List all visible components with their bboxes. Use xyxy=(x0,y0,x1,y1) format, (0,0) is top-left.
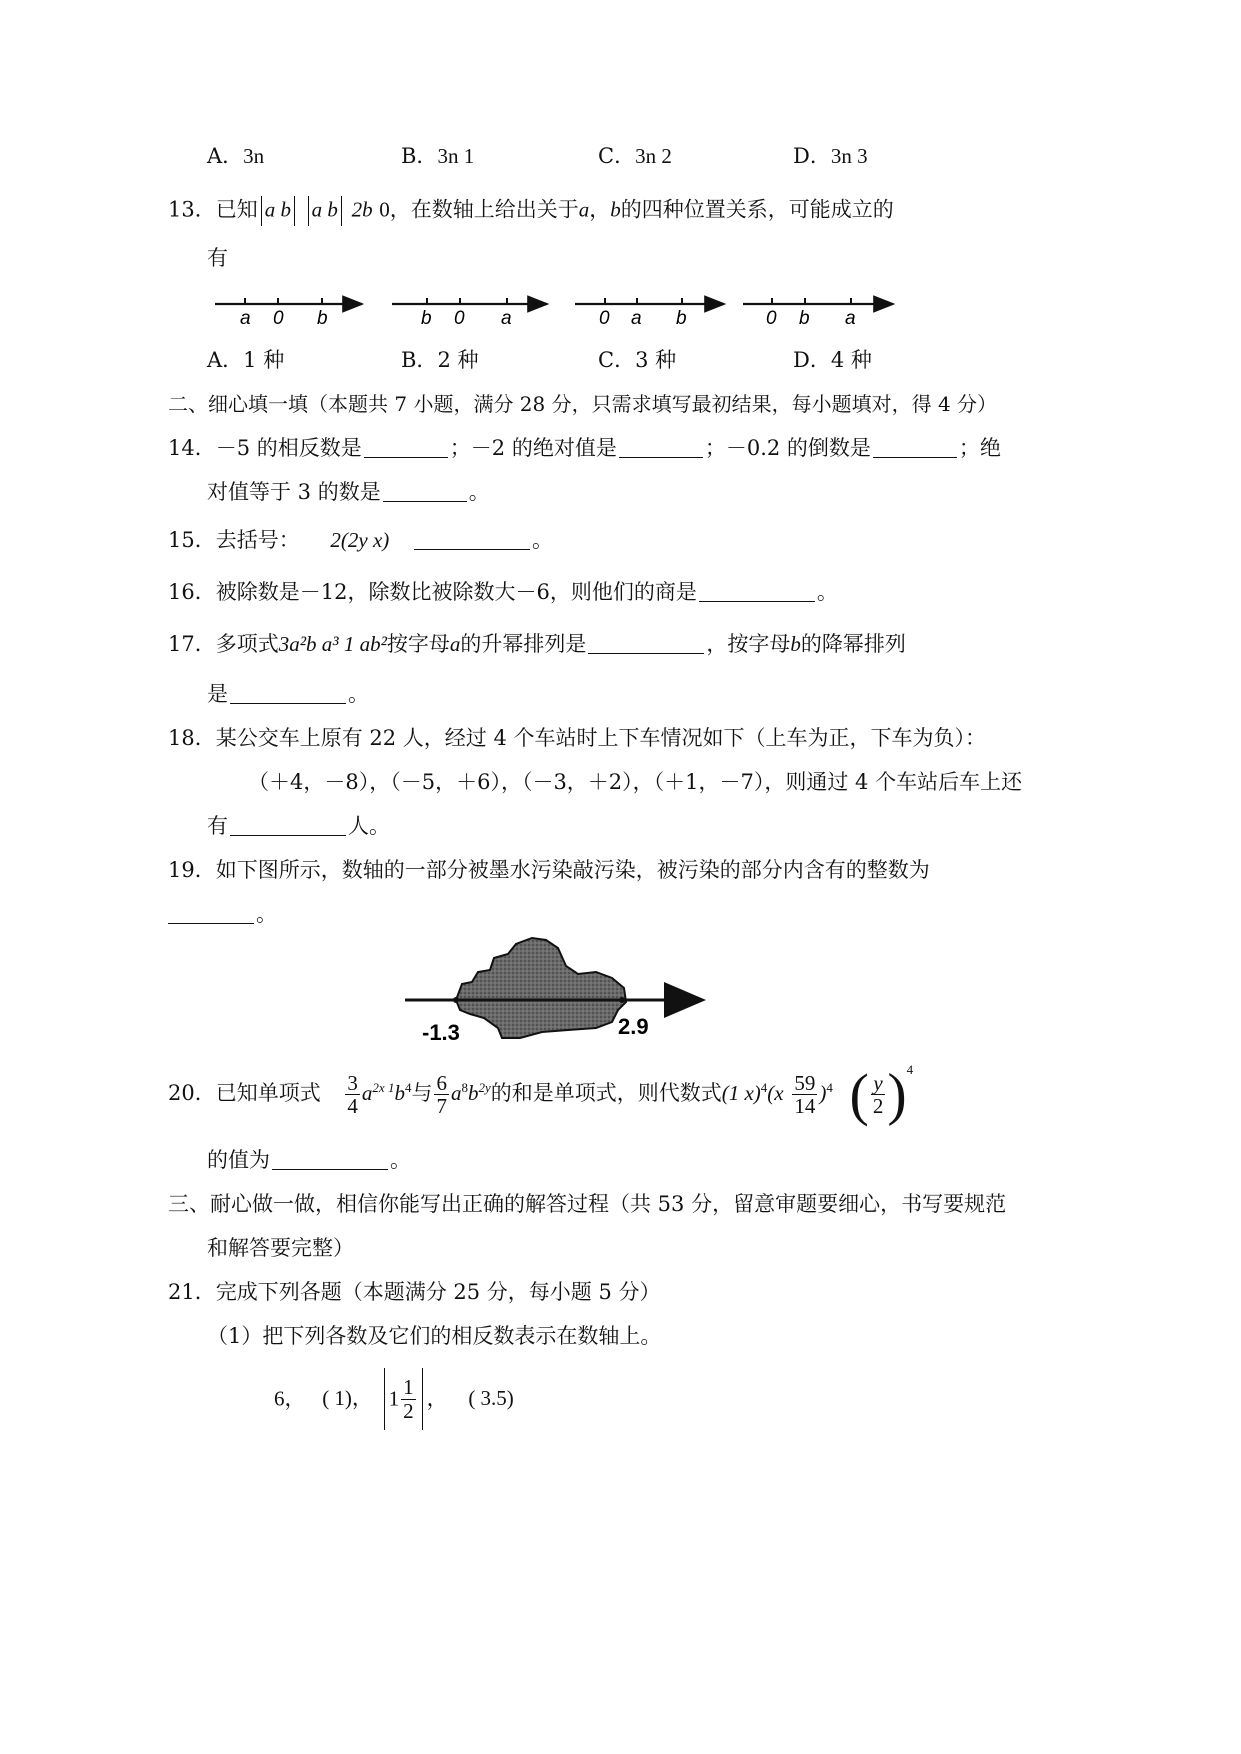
q12-option-d: D．3n 3 xyxy=(793,144,868,168)
section3-heading: 三、耐心做一做，相信你能写出正确的解答过程（共 53 分，留意审题要细心，书写要规范 xyxy=(168,1192,1007,1216)
q18-blank xyxy=(230,817,346,836)
axis2-label-2: 0 xyxy=(454,308,465,329)
axis4-label-2: b xyxy=(799,308,810,329)
q17-line2: 是 。 xyxy=(207,682,369,706)
q14-line1: 14．－5 的相反数是 ；－2 的绝对值是 ；－0.2 的倒数是 ；绝 xyxy=(168,436,1001,460)
q17-line1: 17．多项式3a²b a³ 1 ab²按字母a的升幂排列是 ，按字母b的降幂排列 xyxy=(168,632,906,656)
axis2-label-1: b xyxy=(421,308,432,329)
number-line-3 xyxy=(575,298,724,329)
q13-option-b: B．2 种 xyxy=(401,348,479,372)
q21-sub1: （1）把下列各数及它们的相反数表示在数轴上。 xyxy=(207,1324,662,1348)
axis3-label-2: a xyxy=(631,308,642,329)
q20-line1: 20．已知单项式 $\frac{3}{4}$ $a^{2x 1}b^4$与 $\frac{6}{7}$ $a^8b^{2y}$的和是单项式，则代数式(1 x)$^4$(x $\frac{59}{14}$ )$^4$ ( $\frac{y}{2}$ )$^4$ xyxy=(168,1061,914,1127)
section3-heading-line2: 和解答要完整） xyxy=(207,1236,354,1260)
q19-line2: 。 xyxy=(168,904,277,925)
q19-blank xyxy=(168,905,254,924)
q16-blank xyxy=(699,583,815,602)
q14-blank-1 xyxy=(364,439,448,458)
q13-number-lines xyxy=(210,290,900,330)
q13-option-d: D．4 种 xyxy=(793,348,872,372)
q15: 15．去括号： 2(2y x) 。 xyxy=(168,528,553,552)
q17-blank-1 xyxy=(588,635,704,654)
q21-heading: 21．完成下列各题（本题满分 25 分，每小题 5 分） xyxy=(168,1280,661,1304)
axis1-label-2: 0 xyxy=(273,308,284,329)
q17-blank-2 xyxy=(230,685,346,704)
number-line-2 xyxy=(392,298,547,329)
section2-heading: 二、细心填一填（本题共 7 小题，满分 28 分，只需求填写最初结果，每小题填对，得 4 分） xyxy=(168,392,998,416)
q16: 16．被除数是－12，除数比被除数大－6，则他们的商是 。 xyxy=(168,580,838,604)
q18-line2: （＋4，－8），（－5，＋6），（－3，＋2），（＋1，－7），则通过 4 个车站后车上还 xyxy=(248,770,1023,794)
q12-option-b: B．3n 1 xyxy=(401,144,475,168)
axis4-label-1: 0 xyxy=(766,308,777,329)
blot-right-label: 2.9 xyxy=(618,1014,649,1039)
axis3-label-3: b xyxy=(676,308,687,329)
q21-numbers: 6， ( 1)， 1 $\frac{1}{2}$ ， ( 3.5) xyxy=(274,1368,514,1430)
axis4-label-3: a xyxy=(845,308,856,329)
q19-line1: 19．如下图所示，数轴的一部分被墨水污染敲污染，被污染的部分内含有的整数为 xyxy=(168,858,930,882)
q12-option-c: C．3n 2 xyxy=(598,144,672,168)
axis2-label-3: a xyxy=(501,308,512,329)
blot-left-label: -1.3 xyxy=(422,1020,460,1045)
q14-blank-3 xyxy=(873,439,957,458)
q13-option-c: C．3 种 xyxy=(598,348,677,372)
ink-blot-figure xyxy=(400,932,710,1050)
q20-blank xyxy=(272,1151,388,1170)
q13-option-a: A．1 种 xyxy=(207,348,285,372)
q14-line2: 对值等于 3 的数是 。 xyxy=(207,480,490,504)
q13-stem: 13．已知 a b a b 2b 0，在数轴上给出关于a，b的四种位置关系，可能成立的 xyxy=(168,196,894,226)
q14-blank-4 xyxy=(383,483,467,502)
number-line-1 xyxy=(215,298,362,329)
axis1-label-1: a xyxy=(240,308,251,329)
q20-line2: 的值为 。 xyxy=(207,1148,411,1172)
axis3-label-1: 0 xyxy=(599,308,610,329)
q12-option-a: A．3n xyxy=(207,144,265,168)
q18-line3: 有 人。 xyxy=(207,814,390,838)
axis1-label-3: b xyxy=(317,308,328,329)
ink-blot xyxy=(456,938,626,1038)
q13-stem-line2: 有 xyxy=(207,246,228,270)
q14-blank-2 xyxy=(619,439,703,458)
number-line-4 xyxy=(743,298,893,329)
q18-line1: 18．某公交车上原有 22 人，经过 4 个车站时上下车情况如下（上车为正，下车为负）： xyxy=(168,726,987,750)
q15-blank xyxy=(414,531,530,550)
